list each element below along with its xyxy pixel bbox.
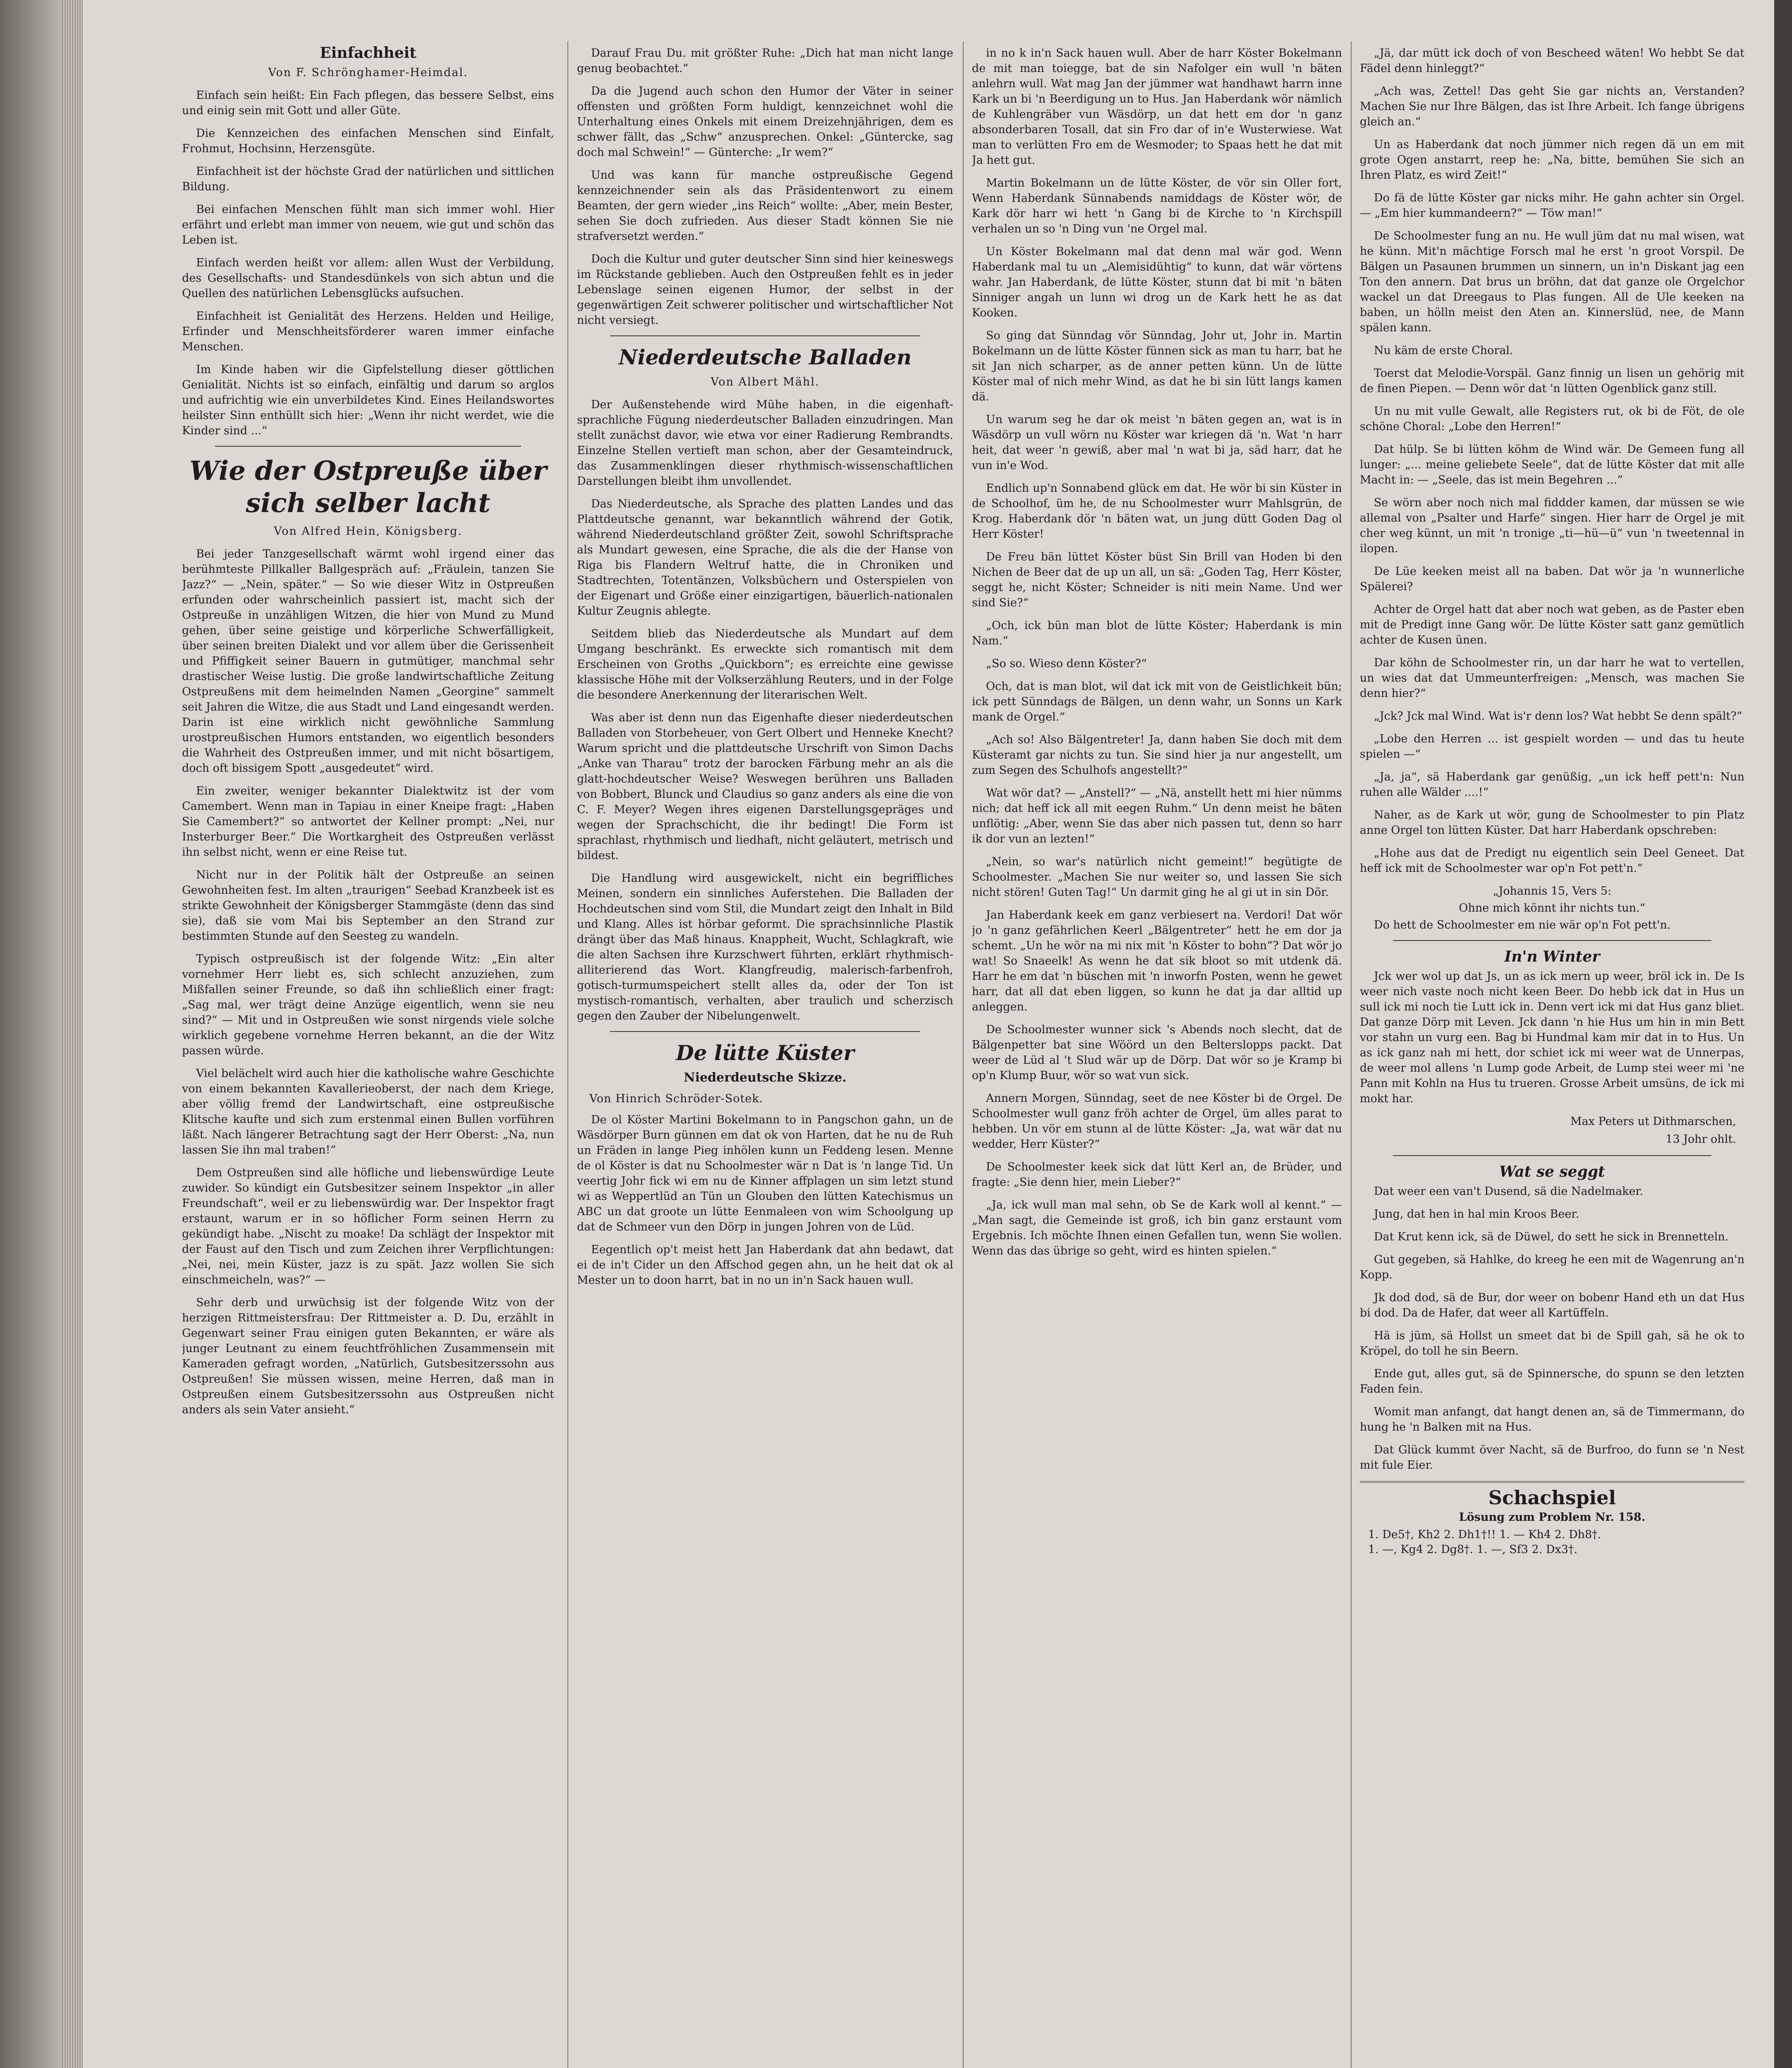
- paragraph: Dat weer een van't Dusend, sä die Nadelmaker.: [1374, 1185, 1644, 1198]
- paragraph: Endlich up'n Sonnabend glück em dat. He wör bi sin Küster in de Schoolhof, üm he, de nu Schoolmester wurr Mahlsgrün, de Krog. Haberdank dör 'n bäten wat, un jung dütt Goden Dag ol Herr Köster!: [972, 482, 1342, 541]
- paragraph: Do fä de lütte Köster gar nicks mihr. He gahn achter sin Orgel. — „Em hier kummandeern?“ — Töw man!“: [1360, 191, 1744, 220]
- paragraph: Darauf Frau Du. mit größter Ruhe: „Dich hat man nicht lange genug beobachtet.“: [577, 47, 953, 75]
- article-byline: Von Alfred Hein, Königsberg.: [274, 525, 462, 538]
- article-body: [182, 546, 554, 1417]
- paragraph: „Ja, ick wull man mal sehn, ob Se de Kark woll al kennt.“ — „Man sagt, die Gemeinde ist groß, ich bin ganz erstaunt vom Ergebnis. Ich möchte Ihnen einen Gefallen tun, wenn Sie wollen. Wenn das das übrige so geht, wird es hinten spielen.“: [972, 1199, 1342, 1257]
- paragraph: „Nein, so war's natürlich nicht gemeint!“ begütigte de Schoolmester. „Machen Sie nur weiter so, und lassen Sie sich nicht stören! Guten Tag!“ Un darmit ging he al gi ut in sin Dör.: [972, 855, 1342, 899]
- article-body: [577, 397, 953, 1024]
- paragraph: „Och, ick bün man blot de lütte Köster; Haberdank is min Nam.“: [972, 619, 1342, 647]
- paragraph: Martin Bokelmann un de lütte Köster, de vör sin Oller fort, Wenn Haberdank Sünnabends namiddags de Köster wör, de Kark dör harr wi hett 'n Gang bi de Kirche to 'n Kirchspill verhalen un so 'n Ding vun 'ne Orgel mal.: [972, 177, 1342, 235]
- verse-line: Ohne mich könnt ihr nichts tun.“: [1459, 902, 1646, 914]
- paragraph: De Lüe keeken meist all na baben. Dat wör ja 'n wunnerliche Spälerei?: [1360, 565, 1744, 593]
- chess-move: 1. —, Kg4 2. Dg8†. 1. —, Sf3 2. Dx3†.: [1368, 1543, 1578, 1556]
- paragraph: „So so. Wieso denn Köster?“: [986, 657, 1147, 670]
- paragraph: Jung, dat hen in hal min Kroos Beer.: [1374, 1208, 1579, 1221]
- paragraph: Doch die Kultur und guter deutscher Sinn sind hier keineswegs im Rückstande geblieben. Auch den Ostpreußen fehlt es in jeder Lebenslage seinen eigenen Humor, der selbst in der gegenwärtigen Zeit schwerer politischer und wirtschaftlicher Not nicht versiegt.: [577, 253, 953, 327]
- article-body: [182, 88, 554, 438]
- paragraph: Un warum seg he dar ok meist 'n bäten gegen an, wat is in Wäsdörp un vull wörn nu Köster war kriegen dä 'n. Wat 'n harr heit, dat weer 'n gewiß, aber mal 'n wat bi ja, säd harr, dat he vun in'e Wod.: [972, 413, 1342, 472]
- paragraph: Viel belächelt wird auch hier die katholische wahre Geschichte von einem bekannten Kavallerieoberst, der nach dem Kriege, aber völlig fremd der Landwirtschaft, eine ostpreußische Klitsche kaufte und sich zum erstenmal einen Bullen vorführen läßt. Nach längerer Betrachtung sagt der Herr Oberst: „Na, nun lassen Sie ihn mal traben!“: [182, 1067, 554, 1156]
- author-signature: Max Peters ut Dithmarschen,: [1570, 1115, 1736, 1128]
- paragraph: Un nu mit vulle Gewalt, alle Registers rut, ok bi de Föt, de ole schöne Choral: „Lobe den Herren!“: [1360, 405, 1744, 433]
- paragraph: Da die Jugend auch schon den Humor der Väter in seiner offensten und größten Form huldigt, kennzeichnet wohl die Unterhaltung eines Onkels mit einem Dreizehnjährigen, dem es schwer fällt, das „Schw“ anzusprechen. Onkel: „Güntercke, sag doch mal Schwein!“ — Günterche: „Ir wem?“: [577, 85, 953, 159]
- column-2: [577, 45, 953, 2068]
- verse-reference: „Johannis 15, Vers 5:: [1493, 885, 1612, 898]
- paragraph: Im Kinde haben wir die Gipfelstellung dieser göttlichen Genialität. Nichts ist so einfach, einfältig und darum so arglos und aufrichtig wie ein unverbildetes Kind. Eines Heilandswortes heilster Sinn enthüllt sich hier: „Wenn ihr nicht werdet, wie die Kinder sind ...“: [182, 363, 554, 437]
- paragraph: Naher, as de Kark ut wör, gung de Schoolmester to pin Platz anne Orgel ton lütten Küster. Dat harr Haberdank opschreben:: [1360, 809, 1744, 837]
- paragraph: Seitdem blieb das Niederdeutsche als Mundart auf dem Umgang beschränkt. Es erweckte sich romantisch mit dem Erscheinen von Groths „Quickborn“; es erreichte eine gewisse klassische Höhe mit der Volkserzählung Reuters, und in der Folge die besondere Anerkennung der literarischen Welt.: [577, 627, 953, 701]
- column-3: [972, 45, 1342, 2068]
- paragraph: „Jck? Jck mal Wind. Wat is'r denn los? Wat hebbt Se denn spält?“: [1374, 710, 1742, 723]
- paragraph: Wat wör dat? — „Anstell?“ — „Nä, anstellt hett mi hier nümms nich; dat heff ick all mit eegen Ruhm.“ Un denn meist he bäten unflötig: „Aber, wenn Sie das aber nich passen tut, denn so harr ik dor vun an lezten!“: [972, 787, 1342, 845]
- article-subtitle: Niederdeutsche Skizze.: [684, 1070, 847, 1085]
- column-1: [182, 45, 554, 2068]
- paragraph: Jan Haberdank keek em ganz verbiesert na. Verdori! Dat wör jo 'n ganz gefährlichen Keerl „Bälgentreter“ hett he em dor ja schemt. „Un he wör na mi nix mit 'n Köster to bohn“? Dat wör jo wat! So Snaeelk! As wenn he dat sik bloot so mit utdenk dä. Harr he em dat 'n büschen mit 'n inworfn Posten, wenn he gewet harr, dat all dat eben liggen, so kunn he dat ja dar alltid up anleggen.: [972, 909, 1342, 1013]
- chess-moves: [1360, 1527, 1744, 1557]
- paragraph: Bei jeder Tanzgesellschaft wärmt wohl irgend einer das berühmteste Pillkaller Ballgespräch auf: „Fräulein, tanzen Sie Jazz?“ — „Nein, später.“ — So wie dieser Witz in Ostpreußen erfunden oder wahrscheinlich passiert ist, macht sich der Ostpreuße in unzähligen Witzen, die hier von Mund zu Mund gehen, über seine geistige und körperliche Schwerfälligkeit, über seinen breiten Dialekt und vor allem über die Gerissenheit und Pfiffigkeit seiner Bauern in gutmütiger, manchmal sehr drastischer Weise lustig. Die große landwirtschaftliche Zeitung Ostpreußens mit dem heimelnden Namen „Georgine“ sammelt seit Jahren die Witze, die aus Stadt und Land eingesandt werden. Darin ist eine wirklich nicht gewöhnliche Sammlung urostpreußischen Humors entstanden, wo eigentlich besonders die Wahrheit des Ostpreußen immer, und mit nicht bösartigem, doch oft bissigem Spott „ausgedeutet“ wird.: [182, 548, 554, 775]
- paragraph: Toerst dat Melodie-Vorspäl. Ganz finnig un lisen un gehörig mit de finen Piepen. — Denn wör dat 'n lütten Ogenblick ganz still.: [1360, 367, 1744, 395]
- article-body: [1360, 1184, 1744, 1473]
- paragraph: „Ja, ja“, sä Haberdank gar genüßig, „un ick heff pett'n: Nun ruhen alle Wälder ....!“: [1360, 771, 1744, 799]
- paragraph: „Ach so! Also Bälgentreter! Ja, dann haben Sie doch mit dem Küsteramt gar nichts zu tun. Sie sind hier ja nur angestellt, um zum Segen des Schulhofs angestellt?“: [972, 733, 1342, 777]
- chess-move: 1. De5†, Kh2 2. Dh1†!! 1. — Kh4 2. Dh8†.: [1368, 1528, 1601, 1541]
- article-byline: Von Albert Mähl.: [711, 376, 820, 388]
- page-right-shadow: [1774, 0, 1792, 2068]
- paragraph: De Schoolmester keek sick dat lütt Kerl an, de Brüder, und fragte: „Sie denn hier, mein Lieber?“: [972, 1161, 1342, 1189]
- paragraph: Eegentlich op't meist hett Jan Haberdank dat ahn bedawt, dat ei de in't Cider un den Affschod gegen ahn, un he heit dat ok al Mester un to doon harrt, bat in no un in'n Sack hauen wull.: [577, 1243, 953, 1287]
- paragraph: Einfach werden heißt vor allem: allen Wust der Verbildung, des Gesellschafts- und Standesdünkels von sich abtun und die Quellen des natürlichen Lebensglücks aufsuchen.: [182, 256, 554, 300]
- column-rule: [1351, 41, 1352, 2068]
- article-title: Einfachheit: [320, 45, 416, 62]
- paragraph: „Jä, dar mütt ick doch of von Bescheed wäten! Wo hebbt Se dat Fädel denn hinleggt?“: [1360, 47, 1744, 75]
- paragraph: Annern Morgen, Sünndag, seet de nee Köster bi de Orgel. De Schoolmester wull ganz fröh achter de Orgel, üm alles parat to hebben. Un vör em stunn al de lütte Köster: „Ja, wat wär dat nu wedder, Herr Küster?“: [972, 1092, 1342, 1151]
- paragraph: „Lobe den Herren ... ist gespielt worden — und das tu heute spielen —“: [1360, 732, 1744, 761]
- article-title: Niederdeutsche Balladen: [618, 345, 912, 369]
- article-body: [1360, 969, 1744, 1106]
- article-body: [577, 45, 953, 328]
- paragraph: De Freu bän lüttet Köster büst Sin Brill van Hoden bi den Nichen de Beer dat de up un all, un sä: „Goden Tag, Herr Köster, seggt he, nicht Köster; Schneider is niti mein Name. Und wer sind Sie?“: [972, 551, 1342, 609]
- paragraph: Was aber ist denn nun das Eigenhafte dieser niederdeutschen Balladen von Storbeheuer, von Gert Olbert und Henneke Knecht? Warum spricht und die plattdeutsche Urschrift von Simon Dachs „Anke van Tharau“ trotz der barocken Färbung mehr an als die glatt-hochdeutscher Weise? Weswegen berühren uns Balladen von Bobbert, Blunck und Claudius so ganz anders als eine die von C. F. Meyer? Wegen ihres eigenen Darstellungsgepräges und wegen der Sprachschicht, die ihr bedingt! Die Form ist sprachlast, rhythmisch und liedhaft, nicht geläutert, metrisch und bildest.: [577, 711, 953, 862]
- column-rule: [963, 41, 964, 2068]
- paragraph: Einfachheit ist Genialität des Herzens. Helden und Heilige, Erfinder und Menschheitsförderer waren immer einfache Menschen.: [182, 310, 554, 353]
- article-title: Wat se seggt: [1499, 1163, 1605, 1180]
- paragraph: Dat Krut kenn ick, sä de Düwel, do sett he sick in Brennetteln.: [1374, 1230, 1729, 1243]
- paragraph: Der Außenstehende wird Mühe haben, in die eigenhaft-sprachliche Fügung niederdeutscher Balladen einzudringen. Man stellt zunächst davor, wie etwa vor einer Radierung Rembrandts. Einzelne Stellen vertieft man schon, aber der Gesamteindruck, das Zusammenklingen dieser rhythmisch-wissenschaftlichen Darstellungen bleibt ihm unvollendet.: [577, 398, 953, 488]
- article-title: De lütte Küster: [676, 1041, 854, 1065]
- separator: [1393, 1155, 1711, 1156]
- paragraph: Dat hülp. Se bi lütten köhm de Wind wär. De Gemeen fung all lunger: „... meine geliebete Seele“, dat de lütte Köster dat mit alle Macht in: — „Seele, das ist mein Begehren ...“: [1360, 443, 1744, 486]
- paragraph: De ol Köster Martini Bokelmann to in Pangschon gahn, un de Wäsdörper Burn günnen em dat ok von Harten, dat he nu de Ruh un Fräden in lange Pieg inhölen kunn un Feddeng lesen. Menne de ol Köster is dat nu Schoolmester wär n Dat is 'n lange Tid. Un veertig Johr fick wi em nu de Kinner affplagen un sim letzt stund wi as Weppertlüd an Tün un Glouben den lütten Katechismus un ABC un dat groote un lütte Eenmaleen von wim Schoolgung up dat de Schmeer vun den Dörp in jungen Johren von de Lüd.: [577, 1113, 953, 1233]
- paragraph: „Ach was, Zettel! Das geht Sie gar nichts an, Verstanden? Machen Sie nur Ihre Bälgen, das ist Ihre Arbeit. Ich fange übrigens gleich an.“: [1360, 85, 1744, 128]
- paragraph: Un Köster Bokelmann mal dat denn mal wär god. Wenn Haberdank mal tu un „Alemisidühtig“ to kunn, dat wär vörtens wahr. Jan Haberdank, de lütte Köster, stunn dat bi mit 'n bäten Sinniger angah un lunn wi drog un de Kark hett he as dat Kooken.: [972, 245, 1342, 319]
- paragraph: Einfachheit ist der höchste Grad der natürlichen und sittlichen Bildung.: [182, 165, 554, 193]
- paragraph: Sehr derb und urwüchsig ist der folgende Witz von der herzigen Rittmeistersfrau: Der Rittmeister a. D. Du, erzählt in Gegenwart seiner Frau einigen guten Bekannten, er wäre als junger Leutnant zu einem feuchtfröhlichen Zusammensein mit Kameraden gefragt worden, „Natürlich, Gutsbesitzerssohn aus Ostpreußen! Sie müssen wissen, meine Herren, daß man in Ostpreußen einem Gutsbesitzerssohn aus Ostpreußen nicht anders als sein Vater ansieht.“: [182, 1296, 554, 1416]
- paragraph: Dat Glück kummt över Nacht, sä de Burfroo, do funn se 'n Nest mit fule Eier.: [1360, 1443, 1744, 1472]
- article-title: Wie der Ostpreuße über sich selber lacht: [189, 455, 547, 519]
- paragraph: Achter de Orgel hatt dat aber noch wat geben, as de Paster eben mit de Predigt inne Gang wör. De lütte Köster satt ganz gemütlich achter de Kusen ünen.: [1360, 603, 1744, 646]
- column-rule: [567, 41, 568, 2068]
- paragraph: Die Kennzeichen des einfachen Menschen sind Einfalt, Frohmut, Hochsinn, Herzensgüte.: [182, 127, 554, 155]
- article-body: [972, 45, 1342, 1259]
- article-byline: Von Hinrich Schröder-Sotek.: [589, 1092, 763, 1105]
- paragraph: So ging dat Sünndag vör Sünndag, Johr ut, Johr in. Martin Bokelmann un de lütte Köster fünnen sick as man tu harr, bat he sit Jan nich scharper, as de anner petten künn. Un de lütte Köster mal of nich mehr Wind, as dat he bi sin lütt langs kamen dä.: [972, 329, 1342, 403]
- paragraph: Och, dat is man blot, wil dat ick mit von de Geistlichkeit bün; ick pett Sünndags de Bälgen, un denn wahr, un Sonns un Kark mank de Orgel.“: [972, 680, 1342, 723]
- paragraph: De Schoolmester wunner sick 's Abends noch slecht, dat de Bälgenpetter bat sine Wöörd un den Belterslopps packt. Dat weer de Lüd al 't Slud wär up de Dörp. Dat wör so je Kramp bi op'n Klump Buur, wör so wat vun sick.: [972, 1023, 1342, 1082]
- chess-section: [1360, 1481, 1744, 1557]
- article-body: [1360, 45, 1744, 876]
- paragraph: Ende gut, alles gut, sä de Spinnersche, do spunn se den letzten Faden fein.: [1360, 1367, 1744, 1395]
- paragraph: in no k in'n Sack hauen wull. Aber de harr Köster Bokelmann de mit man toiegge, bat de sin Nafolger ein wull 'n bäten anlehrn wull. Wat mag Jan der jümmer wat handhawt harrn inne Kark un bi 'n Beerdigung un to Hus. Jan Haberdank wör nämlich de Kuhlengräber vun Wäsdörp, un dat hett em dor 'n ganz absonderbaren Tosall, dat sin Fro dar of in'e Wusterwiese. Wat man to verlütten Fro em de Wesmoder; to Spaas hett he dat mit Ja hett gut.: [972, 47, 1342, 167]
- paragraph: Und was kann für manche ostpreußische Gegend kennzeichnender sein als das Präsidentenwort zu einem Beamten, der gern wieder „ins Reich“ wollte: „Aber, mein Bester, sehen Sie doch zufrieden. Aus dieser Stadt können Sie nie strafversetzt werden.“: [577, 169, 953, 243]
- author-age: 13 Johr ohlt.: [1665, 1133, 1736, 1146]
- article-byline: Von F. Schrönghamer-Heimdal.: [268, 66, 468, 79]
- paragraph: Dar köhn de Schoolmester rin, un dar harr he wat to vertellen, un wies dat dat Ummeunterfreigen: „Mensch, was machen Sie denn hier?“: [1360, 656, 1744, 700]
- paragraph: Jck wer wol up dat Js, un as ick mern up weer, bröl ick in. De Is weer nich vaste noch nicht keen Beer. Do hebb ick dat in Hus un sull ick mi noch tie Lutt ick in. Denn vert ick mi dat Hus ganz bliet. Dat ganze Dörp mit Leven. Jck dann 'n hie Hus um hin in min Bett vor stahn un vurg een. Bag bi Hundmal kam mir dat in to Hus. Un as ick ganz nah mi hett, dor schiet ick mi weer wat de Unnerpas, de weer mol allens 'n Lump gode Arbeit, de Lump stei weer mi 'ne Pann mit Kohln na Hus tu trueren. Grosse Arbeit umsüns, de ick mi mokt har.: [1360, 970, 1744, 1105]
- paragraph: Das Niederdeutsche, als Sprache des platten Landes und das Plattdeutsche genannt, war bekanntlich während der Gotik, während Niederdeutschland größter Zeit, sowohl Schriftsprache als Mundart gewesen, eine Sprache, die als die der Hanse von Riga bis Flandern Weltruf hatte, die in Chroniken und Stadtrechten, Totentänzen, Volksbüchern und Osterspielen von der Eigenart und Größe einer einzigartigen, bäuerlich-nationalen Kultur Zeugnis ablegte.: [577, 498, 953, 618]
- chess-title: Schachspiel: [1488, 1486, 1616, 1509]
- paragraph: De Schoolmester fung an nu. He wull jüm dat nu mal wisen, wat he künn. Mit'n mächtige Forsch mal he erst 'n groot Vorspil. De Bälgen un Pasaunen brummen un sinnern, un in'n Diskant jag een Ton den annern. Dat brus un bröhn, dat dat ganze ole Orgelchor wackel un dat Dreegaus to Plas fungen. All de Ule keeken na baben, un hölln meist den Aten an. Kinnerslüd, nee, de Mann spälen kann.: [1360, 230, 1744, 334]
- paragraph: Dem Ostpreußen sind alle höfliche und liebenswürdige Leute zuwider. So kündigt ein Gutsbesitzer seinem Inspektor „in aller Freundschaft“, weil er zu liebenswürdig war. Der Inspektor fragt erstaunt, warum er in so höflicher Form seinen Herrn zu gekündigt habe. „Nischt zu moake! Da schlägt der Inspektor mit der Faust auf den Tisch und zum Zeichen ihrer Verpflichtungen: „Nei, nei, mein Küster, jazz is zu spät. Jazz wollen Sie sich einschmeicheln, was?“ —: [182, 1166, 554, 1286]
- article-body: [577, 1112, 953, 1288]
- paragraph: Bei einfachen Menschen fühlt man sich immer wohl. Hier erfährt und erlebt man immer von neuem, wie gut und schön das Leben ist.: [182, 203, 554, 247]
- paragraph: Se wörn aber noch nich mal fiddder kamen, dar müssen se wie allemal von „Psalter und Harfe“ singen. Hier harr de Orgel je mit cher weg künnt, un mit 'n tronige „ti—hü—ü“ vun 'n tweetennal in ilopen.: [1360, 496, 1744, 555]
- separator: [610, 1031, 920, 1032]
- column-4: [1360, 45, 1744, 2068]
- paragraph: Nu käm de erste Choral.: [1374, 344, 1513, 357]
- paragraph: Gut gegeben, sä Hahlke, do kreeg he een mit de Wagenrung an'n Kopp.: [1360, 1253, 1744, 1281]
- paragraph: Jk dod dod, sä de Bur, dor weer on bobenr Hand eth un dat Hus bi dod. Da de Hafer, dat weer all Kartüffeln.: [1360, 1291, 1744, 1319]
- paragraph: Ein zweiter, weniger bekannter Dialektwitz ist der vom Camembert. Wenn man in Tapiau in einer Kneipe fragt: „Haben Sie Camembert?“ so antwortet der Kellner prompt: „Nei, nur Insterburger Beer.“ Die Wortkargheit des Ostpreußen verlässt ihn selbst nicht, wenn er eine Reise tut.: [182, 785, 554, 859]
- separator: [1393, 940, 1711, 941]
- paragraph: Womit man anfangt, dat hangt denen an, sä de Timmermann, do hung he 'n Balken mit na Hus.: [1360, 1405, 1744, 1434]
- separator: [215, 446, 521, 447]
- paragraph: Nicht nur in der Politik hält der Ostpreuße an seinen Gewohnheiten fest. Im alten „traurigen“ Seebad Kranzbeek ist es strikte Gewohnheit der Königsberger Stammgäste (denn das sind sie), daß sie vom Mai bis September an den Strand zur bestimmten Stunde auf den Seesteg zu wandeln.: [182, 869, 554, 943]
- chess-solution-title: Lösung zum Problem Nr. 158.: [1459, 1511, 1646, 1524]
- paragraph: Die Handlung wird ausgewickelt, nicht ein begriffliches Meinen, sondern ein sinnliches Auferstehen. Die Balladen der Hochdeutschen sind vom Stil, die Mundart zeigt den Inhalt in Bild und Klang. Alles ist hörbar geformt. Die sprachsinnliche Plastik drängt über das Maß hinaus. Knappheit, Wucht, Schlagkraft, wie die alten Sachsen ihre Kurzschwert führten, erklärt rhythmisch-alliterierend das Wort. Klangfreudig, malerisch-farbenfroh, gotisch-turmumspeichert stellt alles da, oder der Ton ist mystisch-romantisch, verhalten, aber traulich und scherzisch gegen den Zauber der Nibelungenwelt.: [577, 872, 953, 1022]
- paragraph: Typisch ostpreußisch ist der folgende Witz: „Ein alter vornehmer Herr liebt es, sich schlecht anzuziehen, zum Mißfallen seiner Freunde, so daß ihn schließlich einer fragt: „Sag mal, wer trägt deine Anzüge eigentlich, wenn sie neu sind?“ — Mit und in Ostpreußen wie sonst nirgends viele solche wirklich gegebene vornehme Herren bekannt, an die der Witz passen würde.: [182, 953, 554, 1057]
- separator: [610, 335, 920, 336]
- paragraph: Do hett de Schoolmester em nie wär op'n Fot pett'n.: [1374, 919, 1671, 931]
- paragraph: Hä is jüm, sä Hollst un smeet dat bi de Spill gah, sä he ok to Kröpel, do toll he sin Beern.: [1360, 1329, 1744, 1357]
- article-title: In'n Winter: [1504, 948, 1600, 965]
- paragraph: Un as Haberdank dat noch jümmer nich regen dä un em mit grote Ogen anstarrt, reep he: „Na, bitte, bemühen Sie sich an Ihren Platz, es wird Zeit!“: [1360, 138, 1744, 182]
- paragraph: „Hohe aus dat de Predigt nu eigentlich sein Deel Geneet. Dat heff ick mit de Schoolmester war op'n Fot pett'n.“: [1360, 847, 1744, 875]
- paragraph: Einfach sein heißt: Ein Fach pflegen, das bessere Selbst, eins und einig sein mit Gott und aller Güte.: [182, 89, 554, 117]
